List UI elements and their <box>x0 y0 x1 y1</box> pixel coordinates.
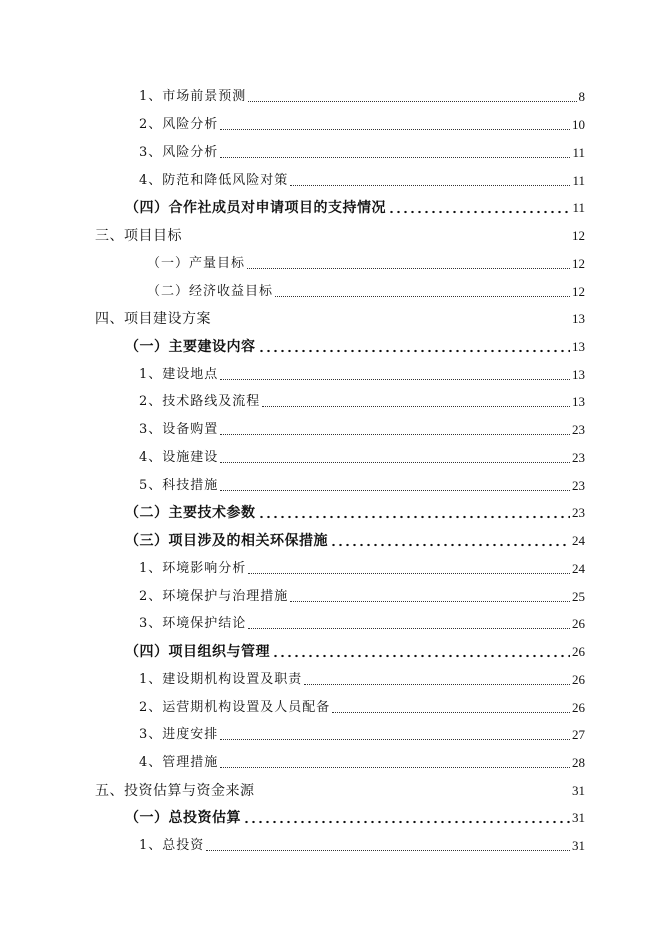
toc-entry[interactable] <box>139 171 585 191</box>
toc-leader-dots <box>243 820 570 824</box>
toc-entry[interactable] <box>139 420 585 440</box>
toc-entry[interactable] <box>139 587 585 607</box>
toc-leader-dots <box>258 349 571 353</box>
toc-entry-label: 3、环境保护结论 <box>139 616 247 631</box>
toc-leader-dots <box>248 100 576 102</box>
toc-leader-dots <box>330 543 570 547</box>
toc-page-number: 23 <box>572 478 585 493</box>
toc-entry-label: （四）项目组织与管理 <box>125 644 270 660</box>
toc-entry[interactable] <box>139 614 585 634</box>
toc-entry-label: 5、科技措施 <box>139 478 219 493</box>
toc-entry-label: 4、设施建设 <box>139 450 219 465</box>
toc-page-number: 31 <box>572 783 585 798</box>
toc-page-number: 25 <box>572 589 585 604</box>
toc-entry-label: 3、设备购置 <box>139 422 219 437</box>
toc-leader-dots <box>388 210 570 214</box>
toc-page-number: 23 <box>572 422 585 437</box>
toc-leader-dots <box>262 405 570 407</box>
toc-leader-dots <box>220 461 570 463</box>
toc-entry[interactable] <box>139 698 585 718</box>
toc-entry[interactable] <box>125 808 585 828</box>
toc-entry-label: （二）经济收益目标 <box>147 284 274 299</box>
toc-entry[interactable] <box>139 392 585 412</box>
toc-entry[interactable] <box>95 781 585 801</box>
toc-entry[interactable] <box>139 365 585 385</box>
toc-entry-label: （一）主要建设内容 <box>125 339 256 355</box>
toc-page-number: 12 <box>572 256 585 271</box>
toc-entry-label: 1、建设地点 <box>139 367 219 382</box>
toc-entry[interactable] <box>125 531 585 551</box>
toc-leader-dots <box>257 795 571 796</box>
toc-leader-dots <box>220 433 570 435</box>
toc-entry[interactable] <box>147 282 585 302</box>
toc-leader-dots <box>275 295 570 297</box>
toc-page-number: 13 <box>572 339 585 354</box>
toc-entry-label: 1、市场前景预测 <box>139 89 247 104</box>
toc-entry[interactable] <box>95 226 585 246</box>
toc-entry-label: 四、项目建设方案 <box>95 311 211 327</box>
toc-page-number: 11 <box>572 145 585 160</box>
toc-page-number: 26 <box>572 672 585 687</box>
toc-page-number: 24 <box>572 533 585 548</box>
toc-leader-dots <box>258 515 571 519</box>
toc-page-number: 23 <box>572 450 585 465</box>
toc-leader-dots <box>220 738 570 740</box>
toc-page-number: 28 <box>572 755 585 770</box>
toc-leader-dots <box>332 711 570 713</box>
toc-entry-label: 2、技术路线及流程 <box>139 394 261 409</box>
toc-page-number: 31 <box>572 838 585 853</box>
toc-entry-label: （二）主要技术参数 <box>125 505 256 521</box>
toc-page-number: 13 <box>572 394 585 409</box>
toc-entry-label: 2、风险分析 <box>139 117 219 132</box>
toc-leader-dots <box>220 128 570 130</box>
toc-leader-dots <box>248 572 570 574</box>
toc-leader-dots <box>220 489 570 491</box>
toc-entry-label: 4、管理措施 <box>139 755 219 770</box>
toc-entry[interactable] <box>125 642 585 662</box>
toc-entry[interactable] <box>139 670 585 690</box>
toc-entry-label: （一）总投资估算 <box>125 810 241 826</box>
toc-entry[interactable] <box>139 753 585 773</box>
toc-leader-dots <box>213 323 570 324</box>
toc-page-number: 24 <box>572 561 585 576</box>
toc-page-number: 13 <box>572 311 585 326</box>
toc-entry-label: （一）产量目标 <box>147 256 246 271</box>
toc-entry-label: 3、进度安排 <box>139 727 219 742</box>
toc-page-number: 27 <box>572 727 585 742</box>
toc-entry-label: 2、运营期机构设置及人员配备 <box>139 700 331 715</box>
toc-entry-label: 3、风险分析 <box>139 145 219 160</box>
toc-leader-dots <box>220 378 570 380</box>
toc-entry[interactable] <box>139 115 585 135</box>
toc-page-number: 23 <box>572 505 585 520</box>
toc-leader-dots <box>206 849 570 851</box>
toc-entry[interactable] <box>125 503 585 523</box>
toc-leader-dots <box>290 600 570 602</box>
toc-page-number: 26 <box>572 700 585 715</box>
toc-entry-label: 五、投资估算与资金来源 <box>95 783 255 799</box>
toc-entry-label: 1、建设期机构设置及职责 <box>139 672 303 687</box>
toc-page-number: 12 <box>572 228 585 243</box>
toc-entry[interactable] <box>139 559 585 579</box>
toc-page-number: 8 <box>578 89 585 104</box>
toc-page-number: 26 <box>572 644 585 659</box>
toc-entry[interactable] <box>147 254 585 274</box>
toc-page-number: 26 <box>572 616 585 631</box>
toc-page-number: 13 <box>572 367 585 382</box>
toc-entry-label: 4、防范和降低风险对策 <box>139 173 289 188</box>
toc-leader-dots <box>220 766 570 768</box>
toc-leader-dots <box>272 654 570 658</box>
toc-entry[interactable] <box>139 143 585 163</box>
toc-entry-label: （四）合作社成员对申请项目的支持情况 <box>125 200 386 216</box>
toc-entry-label: 1、环境影响分析 <box>139 561 247 576</box>
toc-entry[interactable] <box>139 448 585 468</box>
toc-entry-label: 1、总投资 <box>139 838 205 853</box>
toc-entry-label: 三、项目目标 <box>95 228 182 244</box>
toc-leader-dots <box>304 683 570 685</box>
toc-leader-dots <box>247 267 570 269</box>
toc-entry[interactable] <box>125 198 585 218</box>
toc-leader-dots <box>248 627 570 629</box>
toc-page-number: 11 <box>572 173 585 188</box>
toc-page-number: 31 <box>572 810 585 825</box>
toc-page-number: 11 <box>572 200 585 215</box>
toc-entry[interactable] <box>139 725 585 745</box>
toc-entry-label: 2、环境保护与治理措施 <box>139 589 289 604</box>
toc-leader-dots <box>220 156 570 158</box>
toc-leader-dots <box>290 184 570 186</box>
toc-page-number: 10 <box>572 117 585 132</box>
toc-entry[interactable] <box>139 87 585 107</box>
toc-page-number: 12 <box>572 284 585 299</box>
toc-leader-dots <box>184 240 570 241</box>
toc-entry[interactable] <box>139 836 585 856</box>
toc-entry[interactable] <box>95 309 585 329</box>
toc-entry[interactable] <box>139 476 585 496</box>
toc-entry[interactable] <box>125 337 585 357</box>
toc-entry-label: （三）项目涉及的相关环保措施 <box>125 533 328 549</box>
